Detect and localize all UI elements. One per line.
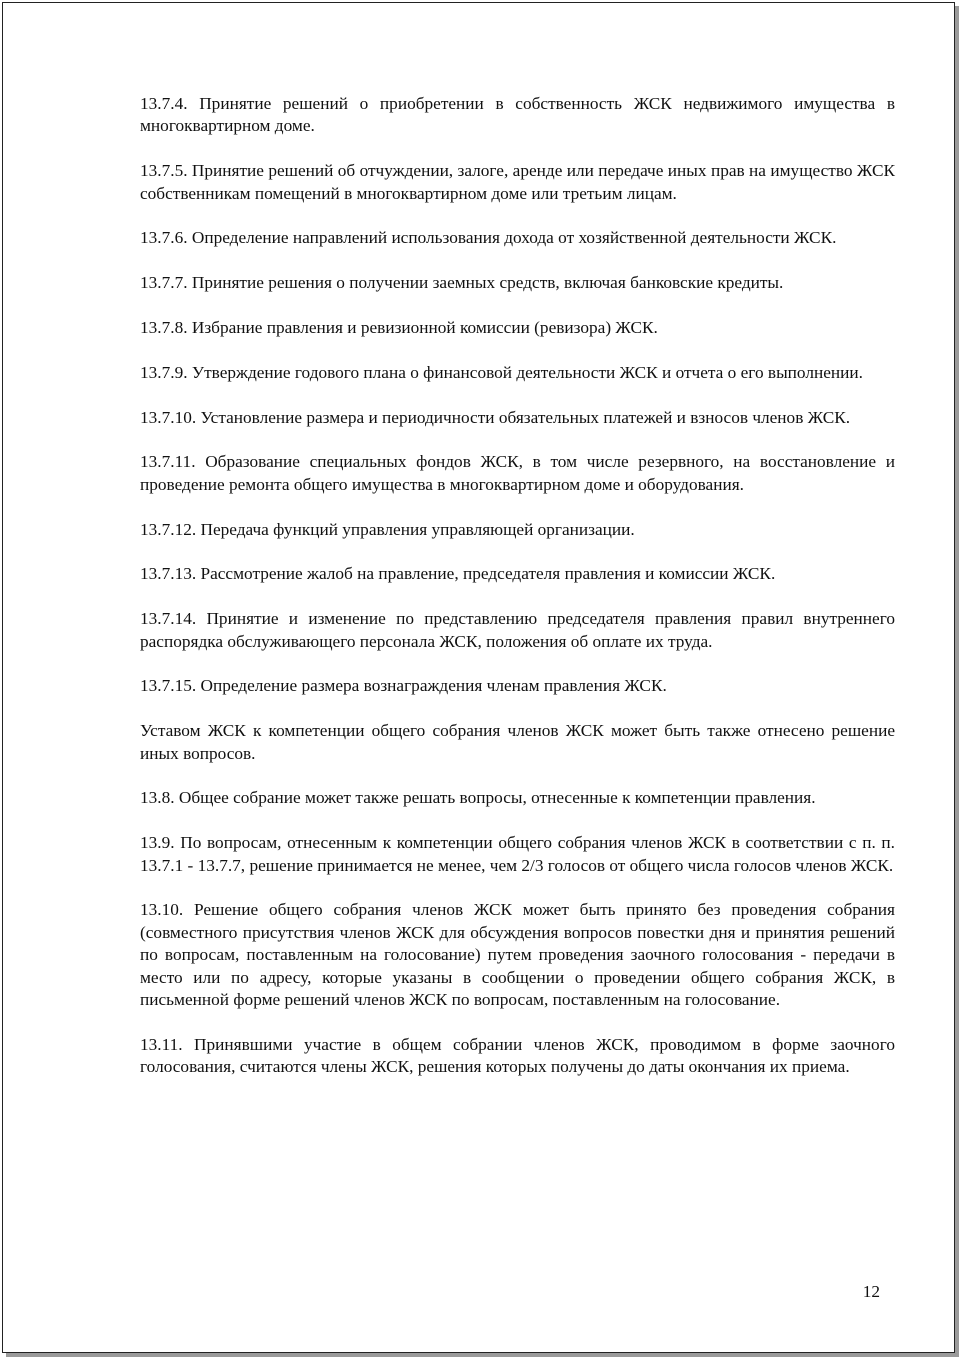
paragraph-13-7-6: 13.7.6. Определение направлений использования дохода от хозяйственной деятельности ЖСК. [140, 228, 837, 248]
paragraph-13-7-5: 13.7.5. Принятие решений об отчуждении, залоге, аренде или передаче иных прав на имущество ЖСК собственникам помещений в многоквартирном доме или третьим лицам. [140, 161, 895, 203]
page-number: 12 [862, 1282, 880, 1301]
paragraph-13-7-12: 13.7.12. Передача функций управления управляющей организации. [140, 519, 635, 539]
paragraph-13-9: 13.9. По вопросам, отнесенным к компетенции общего собрания членов ЖСК в соответствии с п. п. 13.7.1 - 13.7.7, решение принимается не менее, чем 2/3 голосов от общего числа голосов членов ЖСК. [140, 833, 895, 875]
paragraph-charter-note: Уставом ЖСК к компетенции общего собрания членов ЖСК может быть также отнесено решение иных вопросов. [140, 721, 895, 763]
document-page [2, 2, 955, 1353]
paragraph-13-7-14: 13.7.14. Принятие и изменение по представлению председателя правления правил внутреннего распорядка обслуживающего персонала ЖСК, положения об оплате их труда. [140, 609, 895, 651]
paragraph-13-11: 13.11. Принявшими участие в общем собрании членов ЖСК, проводимом в форме заочного голосования, считаются члены ЖСК, решения которых получены до даты окончания их приема. [140, 1034, 895, 1077]
document-body [140, 93, 895, 1101]
paragraph-13-7-15: 13.7.15. Определение размера вознаграждения членам правления ЖСК. [140, 676, 667, 696]
paragraph-13-7-10: 13.7.10. Установление размера и периодичности обязательных платежей и взносов членов ЖСК. [140, 407, 851, 427]
paragraph-13-7-9: 13.7.9. Утверждение годового плана о финансовой деятельности ЖСК и отчета о его выполнении. [140, 362, 863, 382]
paragraph-13-8: 13.8. Общее собрание может также решать вопросы, отнесенные к компетенции правления. [140, 788, 816, 808]
paragraph-13-7-7: 13.7.7. Принятие решения о получении заемных средств, включая банковские кредиты. [140, 273, 784, 293]
paragraph-13-7-13: 13.7.13. Рассмотрение жалоб на правление, председателя правления и комиссии ЖСК. [140, 564, 776, 584]
paragraph-13-7-4: 13.7.4. Принятие решений о приобретении в собственность ЖСК недвижимого имущества в многоквартирном доме. [140, 94, 895, 136]
paragraph-13-7-8: 13.7.8. Избрание правления и ревизионной комиссии (ревизора) ЖСК. [140, 318, 658, 337]
paragraph-13-10: 13.10. Решение общего собрания членов ЖСК может быть принято без проведения собрания (совместного присутствия членов ЖСК для обсуждения вопросов повестки дня и принятия решений по вопросам, поставленным на голосование) путем проведения заочного голосования - передачи в место или по адресу, которые указаны в сообщении о проведении общего собрания ЖСК, в письменной форме решений членов ЖСК по вопросам, поставленным на голосование. [140, 900, 895, 1010]
paragraph-13-7-11: 13.7.11. Образование специальных фондов ЖСК, в том числе резервного, на восстановление и проведение ремонта общего имущества в многоквартирном доме и оборудования. [140, 452, 895, 494]
